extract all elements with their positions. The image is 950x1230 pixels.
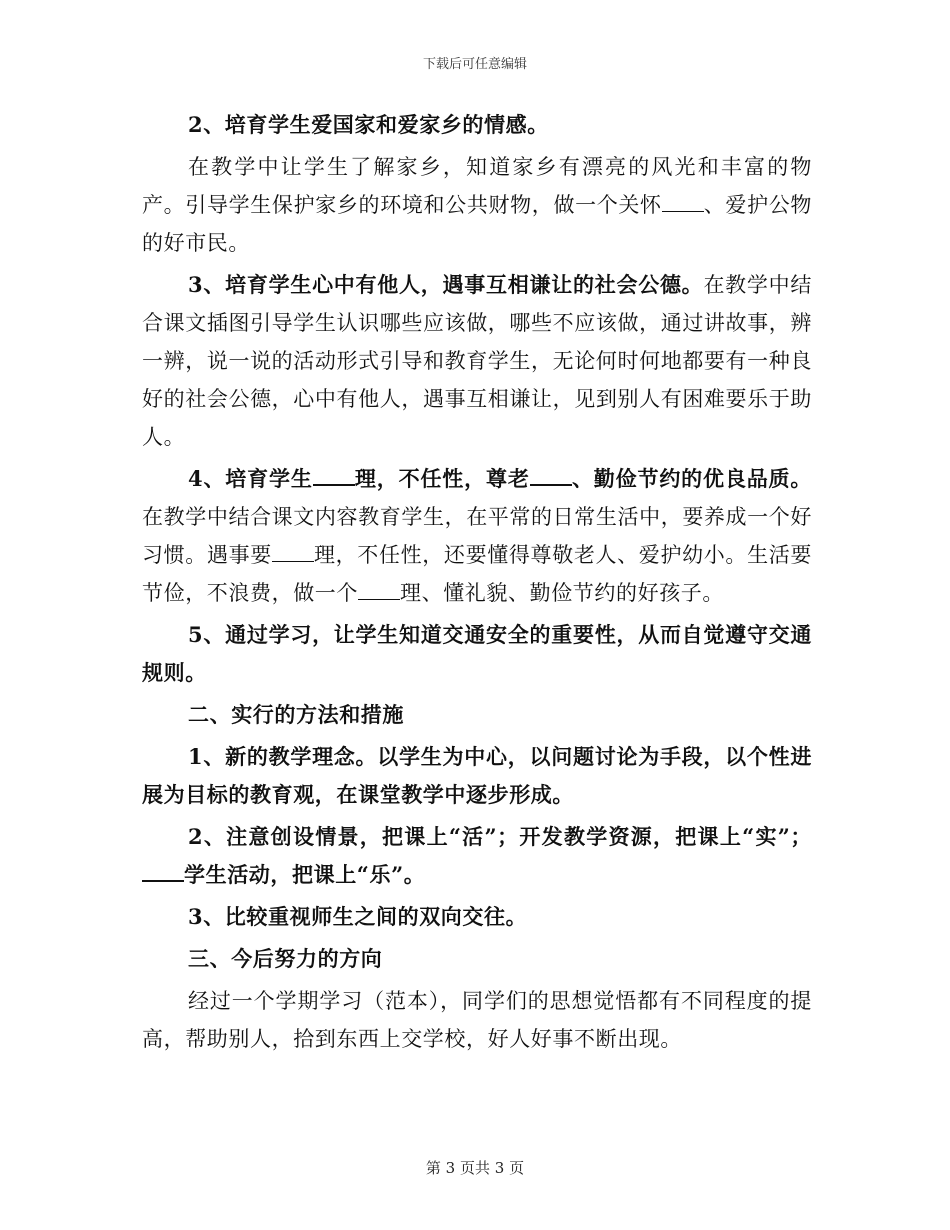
- fill-blank: [313, 466, 355, 486]
- page-footer: 第 3 页共 3 页: [425, 1159, 525, 1177]
- goal-3-paragraph: [142, 266, 812, 456]
- method-2-text-b: 学生活动，把课上“乐”。: [184, 862, 426, 887]
- fill-blank: [530, 466, 572, 486]
- fill-blank: [272, 543, 314, 562]
- fill-blank: [662, 193, 704, 212]
- fill-blank: [142, 862, 184, 882]
- goal-2-body-text-b: 、爱护公物的好市民。: [142, 193, 812, 255]
- fill-blank: [358, 581, 400, 600]
- method-2-text-a: 2、注意创设情景，把课上“活”；开发教学资源，把课上“实”；: [188, 824, 812, 849]
- method-3-paragraph: 3、比较重视师生之间的双向交往。: [188, 904, 528, 929]
- goal-2-body: [142, 148, 812, 262]
- goal-5-paragraph: 5、通过学习，让学生知道交通安全的重要性，从而自觉遵守交通规则。: [142, 622, 812, 685]
- goal-4-body-a: 在教学中结合课文内容教育学生，在平常的日常生活中，要养成一个好习惯。遇事要: [142, 505, 812, 567]
- goal-4-heading-a: 4、培育学生: [188, 466, 313, 491]
- goal-3-heading: 3、培育学生心中有他人，遇事互相谦让的社会公德。: [188, 272, 704, 297]
- goal-4-heading-b: 理，不任性，尊老: [354, 466, 530, 491]
- page-header: 下载后可任意编辑: [422, 57, 527, 72]
- goal-2-heading: 2、培育学生爱国家和爱家乡的情感。: [188, 112, 549, 137]
- section-2-heading: 二、实行的方法和措施: [188, 702, 404, 727]
- goal-4-body-b: 理，不任性，还要懂得尊敬老人、爱护幼小。生活要节俭，不浪费，做一个: [142, 543, 812, 605]
- goal-4-body-c: 理、懂礼貌、勤俭节约的好孩子。: [400, 581, 724, 605]
- goal-4-paragraph: [142, 460, 812, 612]
- method-2-paragraph: [142, 818, 812, 894]
- goal-4-heading-c: 、勤俭节约的优良品质。: [571, 466, 812, 491]
- direction-paragraph: 经过一个学期学习（范本），同学们的思想觉悟都有不同程度的提高，帮助别人，拾到东西上交学校，好人好事不断出现。: [142, 989, 812, 1051]
- method-1-paragraph: 1、新的教学理念。以学生为中心，以问题讨论为手段，以个性进展为目标的教育观，在课堂教学中逐步形成。: [142, 744, 812, 807]
- goal-3-body: 在教学中结合课文插图引导学生认识哪些应该做，哪些不应该做，通过讲故事，辨一辨，说一说的活动形式引导和教育学生，无论何时何地都要有一种良好的社会公德，心中有他人，遇事互相谦让，见到别人有困难要乐于助人。: [142, 273, 813, 449]
- goal-2-body-text-a: 在教学中让学生了解家乡，知道家乡有漂亮的风光和丰富的物产。引导学生保护家乡的环境和公共财物，做一个关怀: [142, 155, 812, 217]
- document-body: [142, 106, 812, 1062]
- section-3-heading: 三、今后努力的方向: [188, 946, 383, 971]
